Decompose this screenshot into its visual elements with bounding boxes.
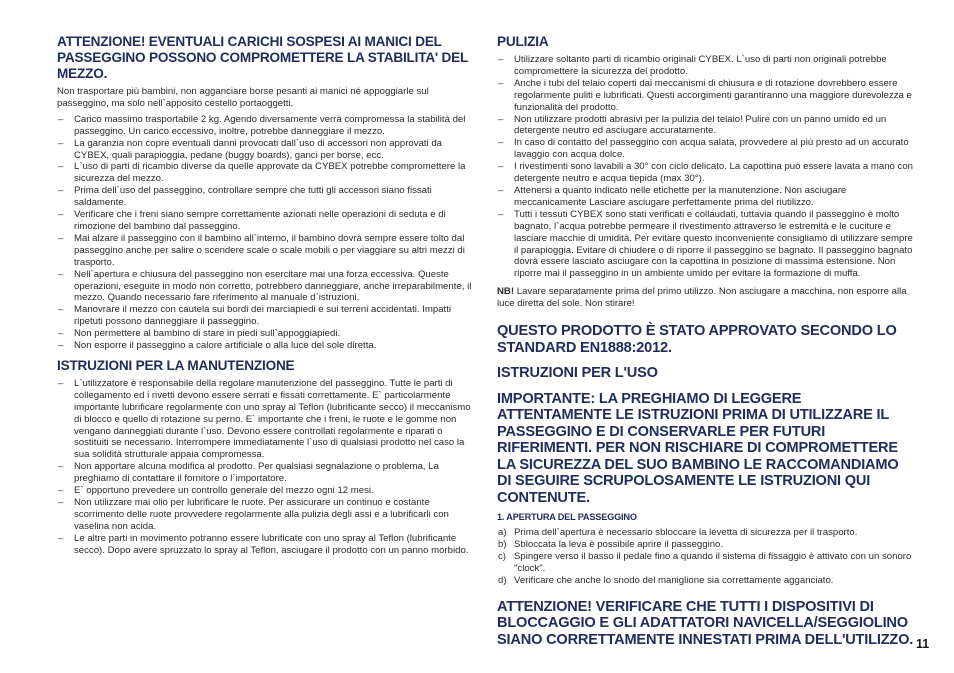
dash-bullet: –	[498, 77, 504, 89]
maintenance-list	[57, 378, 479, 557]
step-item	[497, 575, 915, 587]
dash-bullet: –	[58, 461, 64, 473]
warning-heading: ATTENZIONE! EVENTUALI CARICHI SOSPESI AI MANICI DEL PASSEGGINO POSSONO COMPROMETTERE LA STABILITA' DEL MEZZO.	[57, 34, 468, 81]
cleaning-list	[497, 54, 915, 280]
list-item	[57, 185, 479, 209]
list-item	[57, 114, 479, 138]
dash-bullet: –	[58, 113, 64, 125]
step-item	[497, 527, 915, 539]
dash-bullet: –	[58, 232, 64, 244]
list-item	[497, 54, 915, 78]
list-item-text: L`utilizzatore è responsabile della regolare manutenzione del passeggino. Tutte le parti di collegamento ed i rivetti devono essere serrati e fissati correttamente. E` particolarmente importante lubrificare regolarmente con uno spray al Teflon (lubrificante secco) il meccanismo di blocco e quello di rotazione su perno. E` importante che i freni, le ruote e le gomme non vengano danneggiati durante l`uso. Devono essere controllati regolarmente e riparati o sostituiti se necessario. Interrompere immediatamente l`uso di qualsiasi prodotto nel caso la sua solidità strutturale appaia compromessa.	[74, 377, 471, 461]
step-text: Verificare che anche lo snodo del maniglione sia correttamente agganciato.	[514, 574, 834, 586]
list-item	[57, 378, 479, 461]
dash-bullet: –	[498, 137, 504, 149]
list-item-text: Mai alzare il passeggino con il bambino all`interno, il bambino dovrà sempre essere tolto dal passeggino anche per salire o scendere scale o scale mobili o per viaggiare su altri mezzi di trasporto.	[74, 232, 465, 268]
dash-bullet: –	[58, 304, 64, 316]
list-item	[57, 533, 479, 557]
opening-heading: 1. APERTURA DEL PASSEGGINO	[497, 512, 637, 523]
opening-steps	[497, 527, 915, 587]
list-item-text: Non permettere al bambino di stare in piedi sull`appoggiapiedi.	[74, 328, 341, 340]
step-text: Prima dell`apertura è necessario sbloccare la levetta di sicurezza per il trasporto.	[514, 527, 858, 539]
list-item	[497, 78, 915, 114]
dash-bullet: –	[58, 377, 64, 389]
list-item	[57, 461, 479, 485]
list-item-text: I rivestimenti sono lavabili a 30° con ciclo delicato. La capottina può essere lavata a mano con detergente neutro e acqua tiepida (max 30°).	[514, 161, 914, 185]
list-item-text: Tutti i tessuti CYBEX sono stati verificati e collaudati, tuttavia quando il passeggino è molto bagnato, l`acqua potrebbe permeare il rivestimento attraverso le estremità e le cuciture e lasciare macchie di umidità. Per evitare questo inconveniente consigliamo di utilizzare sempre il parapioggia. Evitare di chiudere o di riporre il passeggino se bagnato. Il passeggino bagnato dovrà essere lasciato asciugare con la capottina in posizione di massima estensione. Non riporre mai il passeggino in un ambiente umido per evitare la formazione di muffa.	[514, 208, 913, 280]
list-item-text: Le altre parti in movimento potranno essere lubrificate con uno spray al Teflon (lubrificante secco). Dopo avere spruzzato lo spray al Teflon, asciugare il prodotto con un panno morbido.	[74, 532, 469, 556]
important-heading: IMPORTANTE: LA PREGHIAMO DI LEGGERE ATTENTAMENTE LE ISTRUZIONI PRIMA DI UTILIZZARE IL PASSEGGINO E DI CONSERVARLE PER FUTURI RIFERIMENTI. PER NON RISCHIARE DI COMPROMETTERE LA SICUREZZA DEL SUO BAMBINO LE RACCOMANDIAMO DI SEGUIRE SCRUPOLOSAMENTE LE ISTRUZIONI QUI CONTENUTE.	[497, 390, 899, 506]
final-warning-heading: ATTENZIONE! VERIFICARE CHE TUTTI I DISPOSITIVI DI BLOCCAGGIO E GLI ADATTATORI NAVICELLA/SEGGIOLINO SIANO CORRETTAMENTE INNESTATI PRIMA DELL'UTILIZZO.	[497, 598, 914, 648]
dash-bullet: –	[498, 208, 504, 220]
list-item-text: Non apportare alcuna modifica al prodotto. Per qualsiasi segnalazione o problema, La preghiamo di contattare il fornitore o l`importatore.	[74, 461, 439, 485]
dash-bullet: –	[498, 184, 504, 196]
dash-bullet: –	[58, 340, 64, 352]
dash-bullet: –	[498, 161, 504, 173]
dash-bullet: –	[498, 54, 504, 65]
list-item-text: Attenersi a quanto indicato nelle etichette per la manutenzione. Non asciugare meccanicamente Lasciare asciugare perfettamente prima del riutilizzo.	[514, 184, 847, 208]
dash-bullet: –	[58, 185, 64, 197]
list-item-text: E` opportuno prevedere un controllo generale del mezzo ogni 12 mesi.	[74, 485, 374, 497]
step-marker: b)	[498, 538, 507, 550]
step-text: Spingere verso il basso il pedale fino a quando il sistema di fissaggio è attivato con un sonoro "clock".	[514, 550, 912, 574]
list-item	[57, 497, 479, 533]
list-item-text: Utilizzare soltanto parti di ricambio originali CYBEX. L`uso di parti non originali potrebbe compromettere la sicurezza del prodotto.	[514, 54, 887, 77]
left-column	[57, 34, 479, 557]
list-item	[497, 161, 915, 185]
list-item	[57, 304, 479, 328]
list-item-text: Manovrare il mezzo con cautela sui bordi dei marciapiedi e sui terreni accidentati. Impatti ripetuti possono danneggiare il passeggino.	[74, 304, 451, 328]
list-item	[57, 340, 479, 352]
note-paragraph	[497, 286, 915, 310]
list-item-text: La garanzia non copre eventuali danni provocati dall`uso di accessori non approvati da CYBEX, quali parapioggia, pedane (buggy boards), ganci per borse, ecc.	[74, 137, 442, 161]
dash-bullet: –	[58, 532, 64, 544]
dash-bullet: –	[58, 209, 64, 221]
list-item-text: Prima dell`uso del passeggino, controllare sempre che tutti gli accessori siano fissati saldamente.	[74, 185, 432, 209]
list-item	[57, 209, 479, 233]
list-item-text: Non esporre il passeggino a calore artificiale o alla luce del sole diretta.	[74, 340, 377, 352]
list-item-text: Carico massimo trasportabile 2 kg. Agendo diversamente verrà compromessa la stabilità del passeggino. Un carico eccessivo, inoltre, potrebbe danneggiare il mezzo.	[74, 113, 466, 137]
list-item	[57, 138, 479, 162]
list-item	[497, 185, 915, 209]
list-item-text: In caso di contatto del passeggino con acqua salata, provvedere al più presto ad un accurato lavaggio con acqua dolce.	[514, 137, 909, 161]
note-text: Lavare separatamente prima del primo utilizzo. Non asciugare a macchina, non esporre alla luce diretta del sole. Non stirare!	[497, 286, 907, 310]
maintenance-heading: ISTRUZIONI PER LA MANUTENZIONE	[57, 357, 295, 373]
list-item	[57, 328, 479, 340]
warning-intro: Non trasportare più bambini, non agganciare borse pesanti ai manici né appoggiarle sul passeggino, ma solo nell`apposito cestello portaoggetti.	[57, 86, 429, 109]
right-column	[497, 34, 915, 648]
step-item	[497, 539, 915, 551]
dash-bullet: –	[58, 161, 64, 173]
dash-bullet: –	[58, 328, 64, 340]
step-text: Sbloccata la leva è possibile aprire il passeggino.	[514, 538, 724, 550]
list-item-text: L`uso di parti di ricambio diverse da quelle approvate da CYBEX potrebbe compromettere la sicurezza del mezzo.	[74, 161, 466, 185]
list-item	[497, 209, 915, 280]
list-item-text: Anche i tubi del telaio coperti dai meccanismi di chiusura e di rotazione dovrebbero essere regolarmente puliti e lubrificati. Questi accorgimenti garantiranno una maggiore durevolezza e funzionalità del prodotto.	[514, 77, 912, 113]
list-item	[497, 114, 915, 138]
list-item-text: Verificare che i freni siano sempre correttamente azionati nelle operazioni di seduta e di rimozione del bambino dal passeggino.	[74, 209, 446, 232]
step-marker: d)	[498, 574, 507, 586]
cleaning-heading: PULIZIA	[497, 34, 549, 49]
step-marker: c)	[498, 550, 506, 562]
list-item	[57, 233, 479, 269]
list-item	[57, 269, 479, 305]
list-item-text: Non utilizzare mai olio per lubrificare le ruote. Per assicurare un continuo e costante scorrimento delle ruote provvedere regolarmente alla pulizia degli assi e a lubrificarli con vaselina non acida.	[74, 497, 449, 532]
step-marker: a)	[498, 527, 507, 539]
dash-bullet: –	[498, 113, 504, 125]
dash-bullet: –	[58, 137, 64, 149]
list-item	[57, 161, 479, 185]
dash-bullet: –	[58, 268, 64, 280]
list-item-text: Nell`apertura e chiusura del passeggino non esercitare mai una forza eccessiva. Queste operazioni, eseguite in modo non corretto, potrebbero danneggiare, anche irreparabilmente, il mezzo. Quando necessario fare riferimento al manuale d`istruzioni.	[74, 268, 472, 304]
dash-bullet: –	[58, 485, 64, 497]
list-item-text: Non utilizzare prodotti abrasivi per la pulizia del telaio! Pulire con un panno umido ed un detergente neutro ed asciugare accuratamente.	[514, 113, 887, 137]
instructions-heading: ISTRUZIONI PER L'USO	[497, 365, 658, 382]
warning-list	[57, 114, 479, 352]
page-number: 11	[916, 637, 930, 651]
step-item	[497, 551, 915, 575]
list-item	[497, 137, 915, 161]
approval-heading: QUESTO PRODOTTO È STATO APPROVATO SECONDO LO STANDARD EN1888:2012.	[497, 323, 897, 356]
note-label: NB!	[497, 286, 515, 298]
list-item	[57, 485, 479, 497]
dash-bullet: –	[58, 497, 64, 508]
